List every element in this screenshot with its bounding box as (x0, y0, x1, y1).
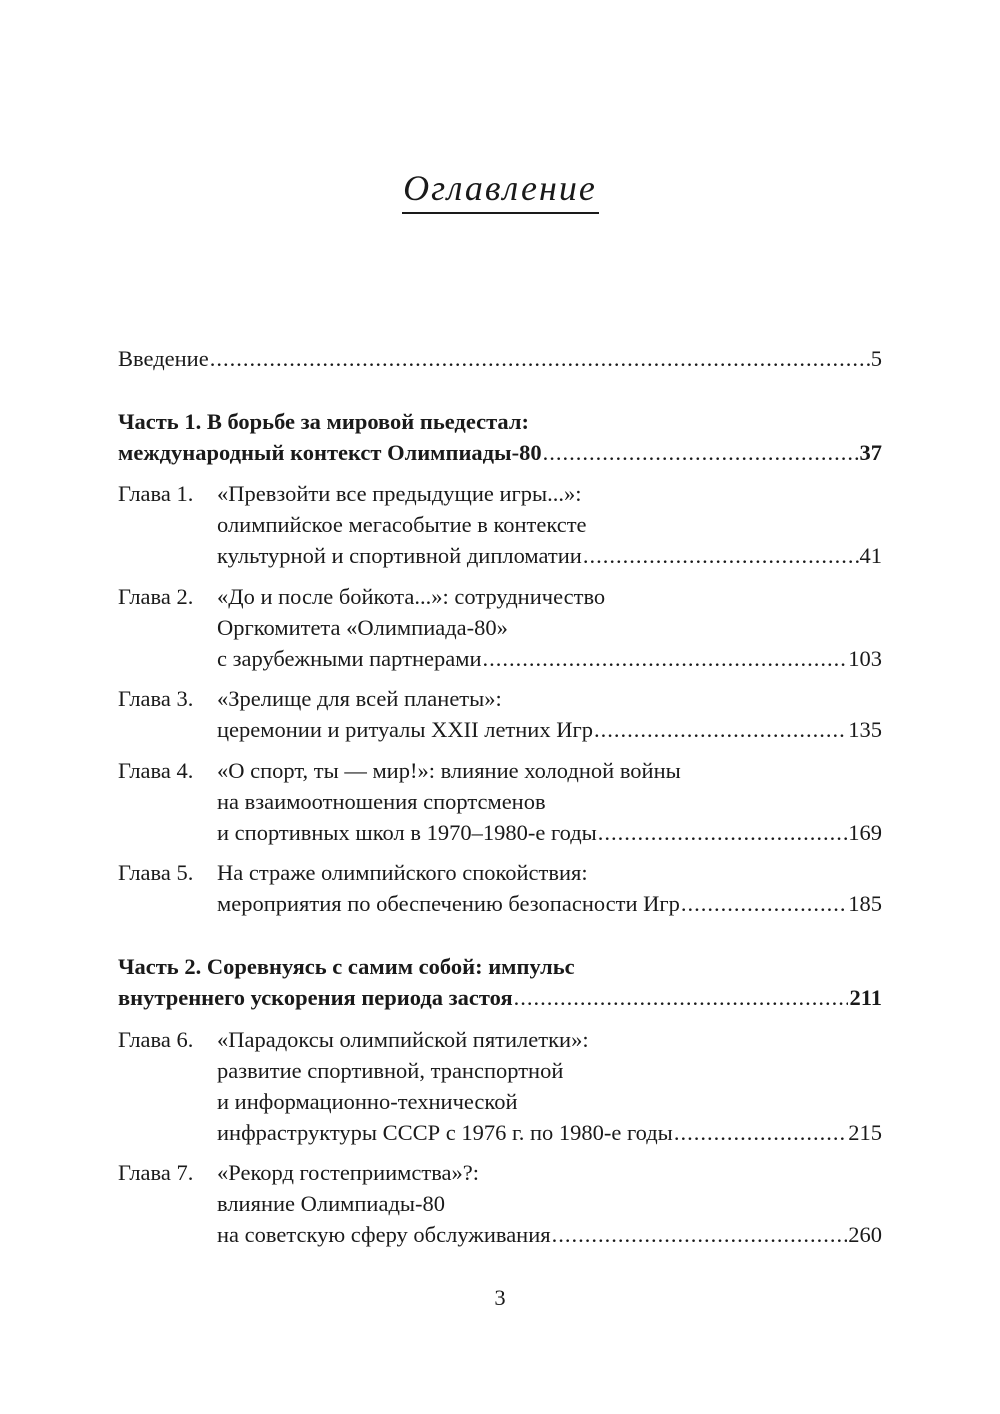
entry-page: 211 (849, 985, 882, 1010)
dot-leader (543, 438, 859, 468)
chapter-4-label: Глава 4. (118, 758, 194, 783)
toc-chapter-4-line-2[interactable] (217, 787, 882, 817)
toc-chapter-6-line-4[interactable] (217, 1118, 882, 1148)
chapter-7-label: Глава 7. (118, 1160, 194, 1185)
dot-leader (681, 889, 847, 919)
toc-chapter-1-line-1[interactable] (217, 479, 882, 509)
chapter-title: на взаимоотношения спортсменов (217, 789, 546, 814)
part-title: Часть 1. В борьбе за мировой пьедестал: (118, 409, 529, 434)
entry-page: 135 (848, 717, 882, 742)
toc-chapter-3-line-1[interactable] (217, 684, 882, 714)
dot-leader (674, 1118, 847, 1148)
entry-page: 169 (848, 820, 882, 845)
entry-page: 37 (859, 440, 882, 465)
chapter-title: инфраструктуры СССР с 1976 г. по 1980-е годы (217, 1120, 673, 1145)
toc-chapter-1-line-3[interactable] (217, 541, 882, 571)
toc-chapter-6-line-3[interactable] (217, 1087, 882, 1117)
chapter-title: олимпийское мегасобытие в контексте (217, 512, 587, 537)
toc-chapter-6-line-1[interactable] (217, 1025, 882, 1055)
chapter-1-label: Глава 1. (118, 481, 194, 506)
chapter-title: мероприятия по обеспечению безопасности Игр (217, 891, 680, 916)
toc-chapter-2-line-3[interactable] (217, 644, 882, 674)
entry-page: 215 (848, 1120, 882, 1145)
toc-chapter-2-line-1[interactable] (217, 582, 882, 612)
toc-chapter-7-line-3[interactable] (217, 1220, 882, 1250)
chapter-title: «О спорт, ты — мир!»: влияние холодной войны (217, 758, 681, 783)
chapter-title: влияние Олимпиады-80 (217, 1191, 446, 1216)
entry-page: 185 (848, 891, 882, 916)
chapter-title: На страже олимпийского спокойствия: (217, 860, 588, 885)
chapter-title: «Превзойти все предыдущие игры...»: (217, 481, 582, 506)
toc-chapter-7-line-2[interactable] (217, 1189, 882, 1219)
chapter-title: и информационно-технической (217, 1089, 518, 1114)
chapter-title: «Зрелище для всей планеты»: (217, 686, 502, 711)
entry-title: Введение (118, 346, 209, 371)
part-title: международный контекст Олимпиады-80 (118, 440, 542, 465)
toc-chapter-1-line-2[interactable] (217, 510, 882, 540)
chapter-title: с зарубежными партнерами (217, 646, 482, 671)
chapter-2-label: Глава 2. (118, 584, 194, 609)
chapter-title: и спортивных школ в 1970–1980-е годы (217, 820, 597, 845)
page-number: 3 (494, 1285, 506, 1310)
chapter-title: на советскую сферу обслуживания (217, 1222, 551, 1247)
dot-leader (598, 818, 847, 848)
toc-chapter-2-line-2[interactable] (217, 613, 882, 643)
toc-chapter-4-line-1[interactable] (217, 756, 882, 786)
toc-chapter-5-line-1[interactable] (217, 858, 882, 888)
chapter-5-label: Глава 5. (118, 860, 194, 885)
page-title: Оглавление (403, 168, 597, 208)
toc-chapter-4-line-3[interactable] (217, 818, 882, 848)
dot-leader (594, 715, 847, 745)
chapter-6-label: Глава 6. (118, 1027, 194, 1052)
toc-part-1-line-2[interactable] (118, 438, 882, 468)
part-title: Часть 2. Соревнуясь с самим собой: импульс (118, 954, 575, 979)
toc-part-2-line-2[interactable] (118, 983, 882, 1013)
chapter-title: «Рекорд гостеприимства»?: (217, 1160, 480, 1185)
chapter-title: Оргкомитета «Олимпиада-80» (217, 615, 508, 640)
dot-leader (514, 983, 849, 1013)
toc-part-2-line-1[interactable] (118, 952, 882, 982)
entry-page: 103 (848, 646, 882, 671)
toc-chapter-7-line-1[interactable] (217, 1158, 882, 1188)
entry-page: 41 (859, 543, 882, 568)
dot-leader (210, 344, 870, 374)
chapter-title: «До и после бойкота...»: сотрудничество (217, 584, 606, 609)
dot-leader (483, 644, 848, 674)
toc-chapter-5-line-2[interactable] (217, 889, 882, 919)
title-underline (402, 212, 599, 214)
dot-leader (583, 541, 859, 571)
entry-page: 5 (870, 346, 882, 371)
chapter-title: развитие спортивной, транспортной (217, 1058, 564, 1083)
toc-part-1-line-1[interactable] (118, 407, 882, 437)
toc-entry-intro[interactable] (118, 344, 882, 374)
chapter-title: культурной и спортивной дипломатии (217, 543, 582, 568)
chapter-title: церемонии и ритуалы XXII летних Игр (217, 717, 593, 742)
dot-leader (552, 1220, 848, 1250)
toc-chapter-6-line-2[interactable] (217, 1056, 882, 1086)
entry-page: 260 (848, 1222, 882, 1247)
chapter-title: «Парадоксы олимпийской пятилетки»: (217, 1027, 589, 1052)
chapter-3-label: Глава 3. (118, 686, 194, 711)
toc-chapter-3-line-2[interactable] (217, 715, 882, 745)
part-title: внутреннего ускорения периода застоя (118, 985, 513, 1010)
